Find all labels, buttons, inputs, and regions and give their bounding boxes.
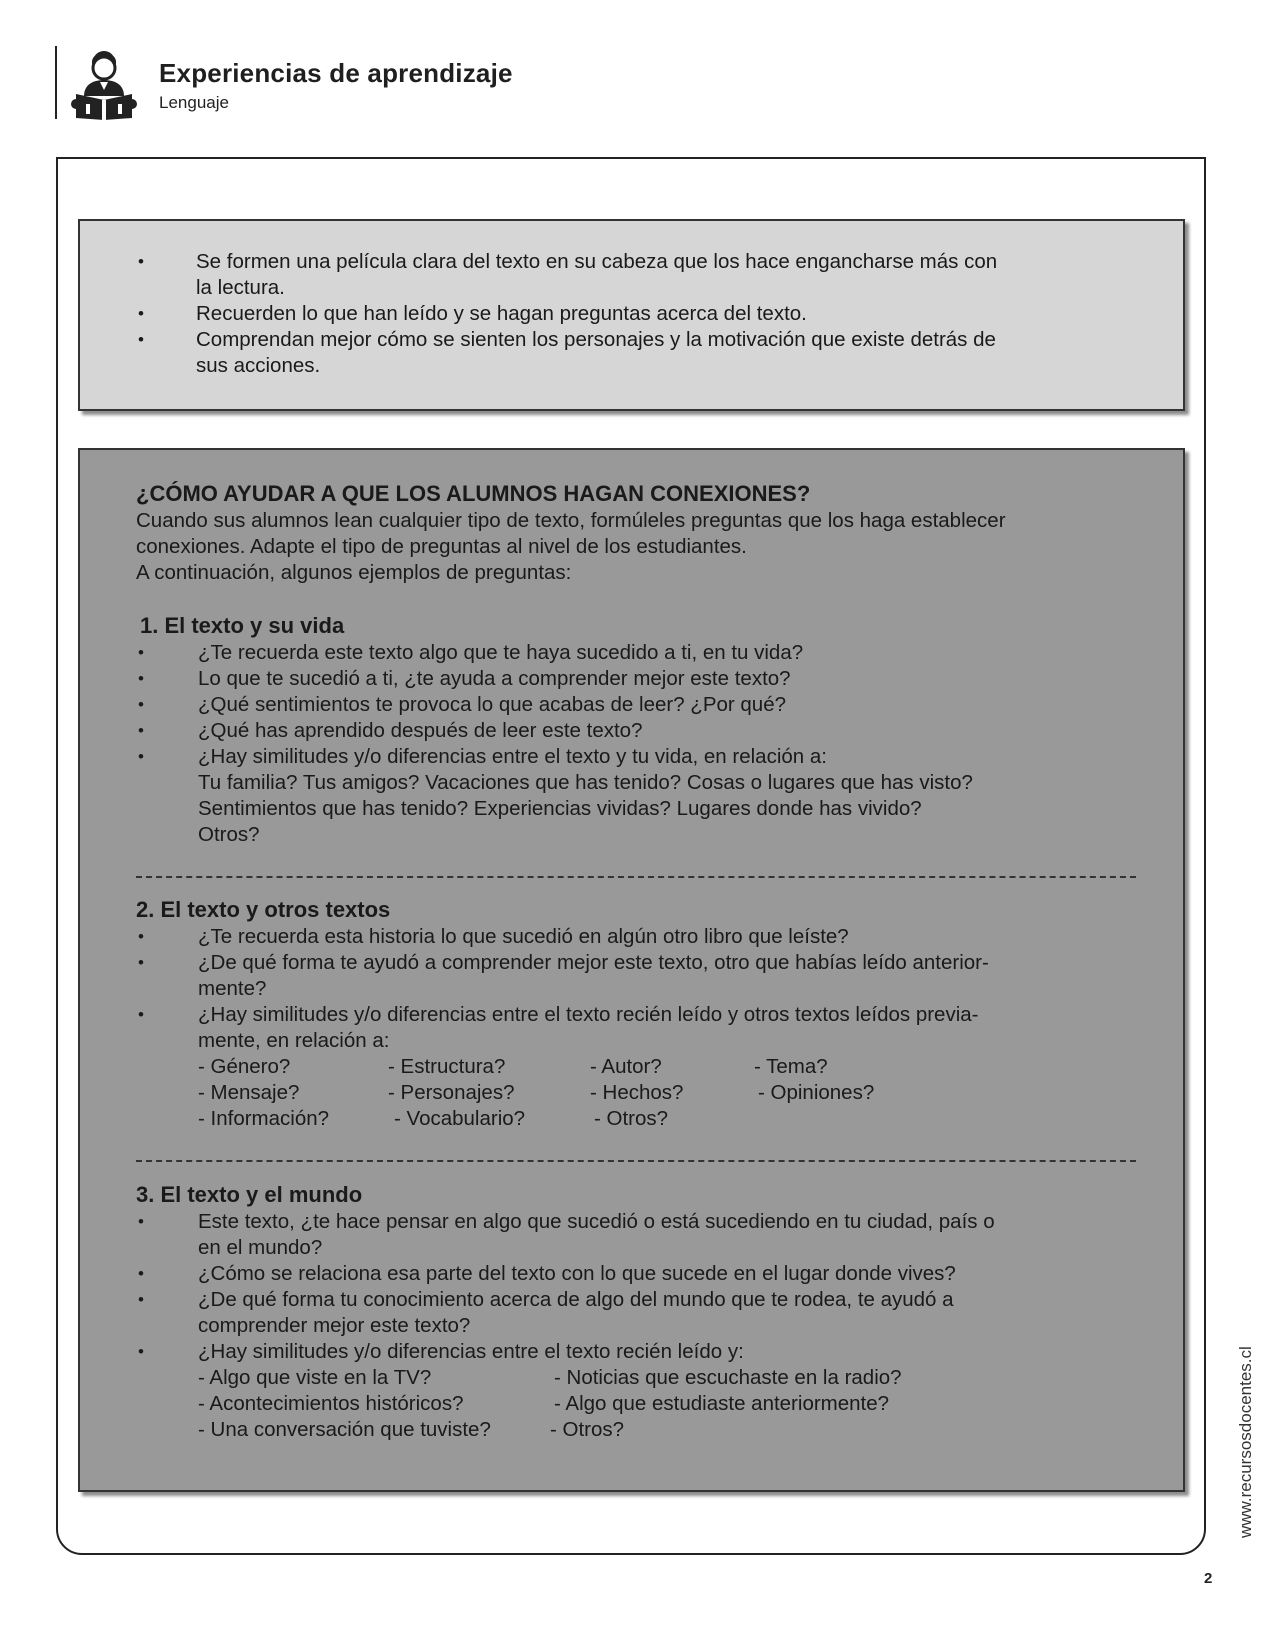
bullet-glyph: • (138, 330, 144, 349)
option-item: - Estructura? (388, 1055, 506, 1078)
option-item: - Autor? (590, 1055, 662, 1078)
list-item: ¿Qué sentimientos te provoca lo que acabas de leer? ¿Por qué? (198, 693, 787, 716)
bullet-glyph: • (138, 643, 144, 662)
bullet-glyph: • (138, 304, 144, 323)
option-item: - Algo que estudiaste anteriormente? (554, 1392, 890, 1415)
subsection-title: 3. El texto y el mundo (136, 1182, 363, 1207)
option-item: - Mensaje? (198, 1081, 300, 1104)
option-item: - Una conversación que tuviste? (198, 1418, 491, 1441)
list-item: ¿Qué has aprendido después de leer este texto? (198, 719, 643, 742)
bullet-glyph: • (138, 747, 144, 766)
page-subtitle: Lenguaje (159, 93, 229, 112)
bullet-glyph: • (138, 252, 144, 271)
reader-icon (70, 46, 138, 120)
page-number: 2 (1204, 1570, 1213, 1587)
option-item: - Información? (198, 1107, 330, 1130)
list-item-cont: la lectura. (196, 276, 285, 299)
summary-box (78, 219, 1185, 411)
side-url: www.recursosdocentes.cl (1236, 1346, 1255, 1538)
bullet-glyph: • (138, 1212, 144, 1231)
list-item-cont: sus acciones. (196, 354, 321, 377)
list-item: ¿Te recuerda este texto algo que te haya sucedido a ti, en tu vida? (198, 641, 804, 664)
connections-box (78, 448, 1185, 1492)
header-divider (55, 46, 57, 119)
list-item-cont: mente, en relación a: (198, 1029, 390, 1052)
list-item: Se formen una película clara del texto en su cabeza que los hace engancharse más con (196, 250, 998, 273)
list-item-cont: comprender mejor este texto? (198, 1314, 471, 1337)
option-item: - Género? (198, 1055, 291, 1078)
option-item: - Algo que viste en la TV? (198, 1366, 432, 1389)
list-item-cont: Sentimientos que has tenido? Experiencias vividas? Lugares donde has vivido? (198, 797, 922, 820)
intro-line: Cuando sus alumnos lean cualquier tipo de texto, formúleles preguntas que los haga establecer (136, 509, 1006, 532)
subsection-title: 1. El texto y su vida (140, 613, 345, 638)
intro-line: conexiones. Adapte el tipo de preguntas al nivel de los estudiantes. (136, 535, 747, 558)
option-item: - Noticias que escuchaste en la radio? (554, 1366, 902, 1389)
bullet-glyph: • (138, 721, 144, 740)
list-item: ¿Te recuerda esta historia lo que sucedió en algún otro libro que leíste? (198, 925, 849, 948)
list-item: ¿Hay similitudes y/o diferencias entre el texto recién leído y otros textos leídos previa- (198, 1003, 979, 1026)
option-item: - Otros? (550, 1418, 625, 1441)
page-title: Experiencias de aprendizaje (159, 58, 513, 88)
list-item: Comprendan mejor cómo se sienten los personajes y la motivación que existe detrás de (196, 328, 996, 351)
intro-line: A continuación, algunos ejemplos de preguntas: (136, 561, 572, 584)
list-item-cont: Otros? (198, 823, 260, 846)
list-item: ¿Cómo se relaciona esa parte del texto con lo que sucede en el lugar donde vives? (198, 1262, 956, 1285)
option-item: - Personajes? (388, 1081, 515, 1104)
bullet-glyph: • (138, 1264, 144, 1283)
bullet-glyph: • (138, 1005, 144, 1024)
list-item: ¿De qué forma tu conocimiento acerca de algo del mundo que te rodea, te ayudó a (198, 1288, 954, 1311)
bullet-glyph: • (138, 1290, 144, 1309)
bullet-glyph: • (138, 927, 144, 946)
option-item: - Otros? (594, 1107, 669, 1130)
list-item: ¿De qué forma te ayudó a comprender mejor este texto, otro que habías leído anterior- (198, 951, 989, 974)
option-item: - Tema? (754, 1055, 828, 1078)
bullet-glyph: • (138, 669, 144, 688)
bullet-glyph: • (138, 695, 144, 714)
list-item: Este texto, ¿te hace pensar en algo que sucedió o está sucediendo en tu ciudad, país o (198, 1210, 995, 1233)
list-item: ¿Hay similitudes y/o diferencias entre el texto y tu vida, en relación a: (198, 745, 827, 768)
bullet-glyph: • (138, 1342, 144, 1361)
option-item: - Hechos? (590, 1081, 684, 1104)
option-item: - Vocabulario? (394, 1107, 526, 1130)
list-item-cont: en el mundo? (198, 1236, 323, 1259)
list-item: ¿Hay similitudes y/o diferencias entre el texto recién leído y: (198, 1340, 744, 1363)
dashed-divider (136, 1160, 1136, 1162)
list-item: Recuerden lo que han leído y se hagan preguntas acerca del texto. (196, 302, 807, 325)
option-item: - Opiniones? (758, 1081, 875, 1104)
option-item: - Acontecimientos históricos? (198, 1392, 464, 1415)
list-item-cont: Tu familia? Tus amigos? Vacaciones que has tenido? Cosas o lugares que has visto? (198, 771, 973, 794)
list-item: Lo que te sucedió a ti, ¿te ayuda a comprender mejor este texto? (198, 667, 791, 690)
list-item-cont: mente? (198, 977, 267, 1000)
subsection-title: 2. El texto y otros textos (136, 897, 391, 922)
dashed-divider (136, 876, 1136, 878)
section-heading: ¿CÓMO AYUDAR A QUE LOS ALUMNOS HAGAN CONEXIONES? (136, 481, 811, 506)
bullet-glyph: • (138, 953, 144, 972)
